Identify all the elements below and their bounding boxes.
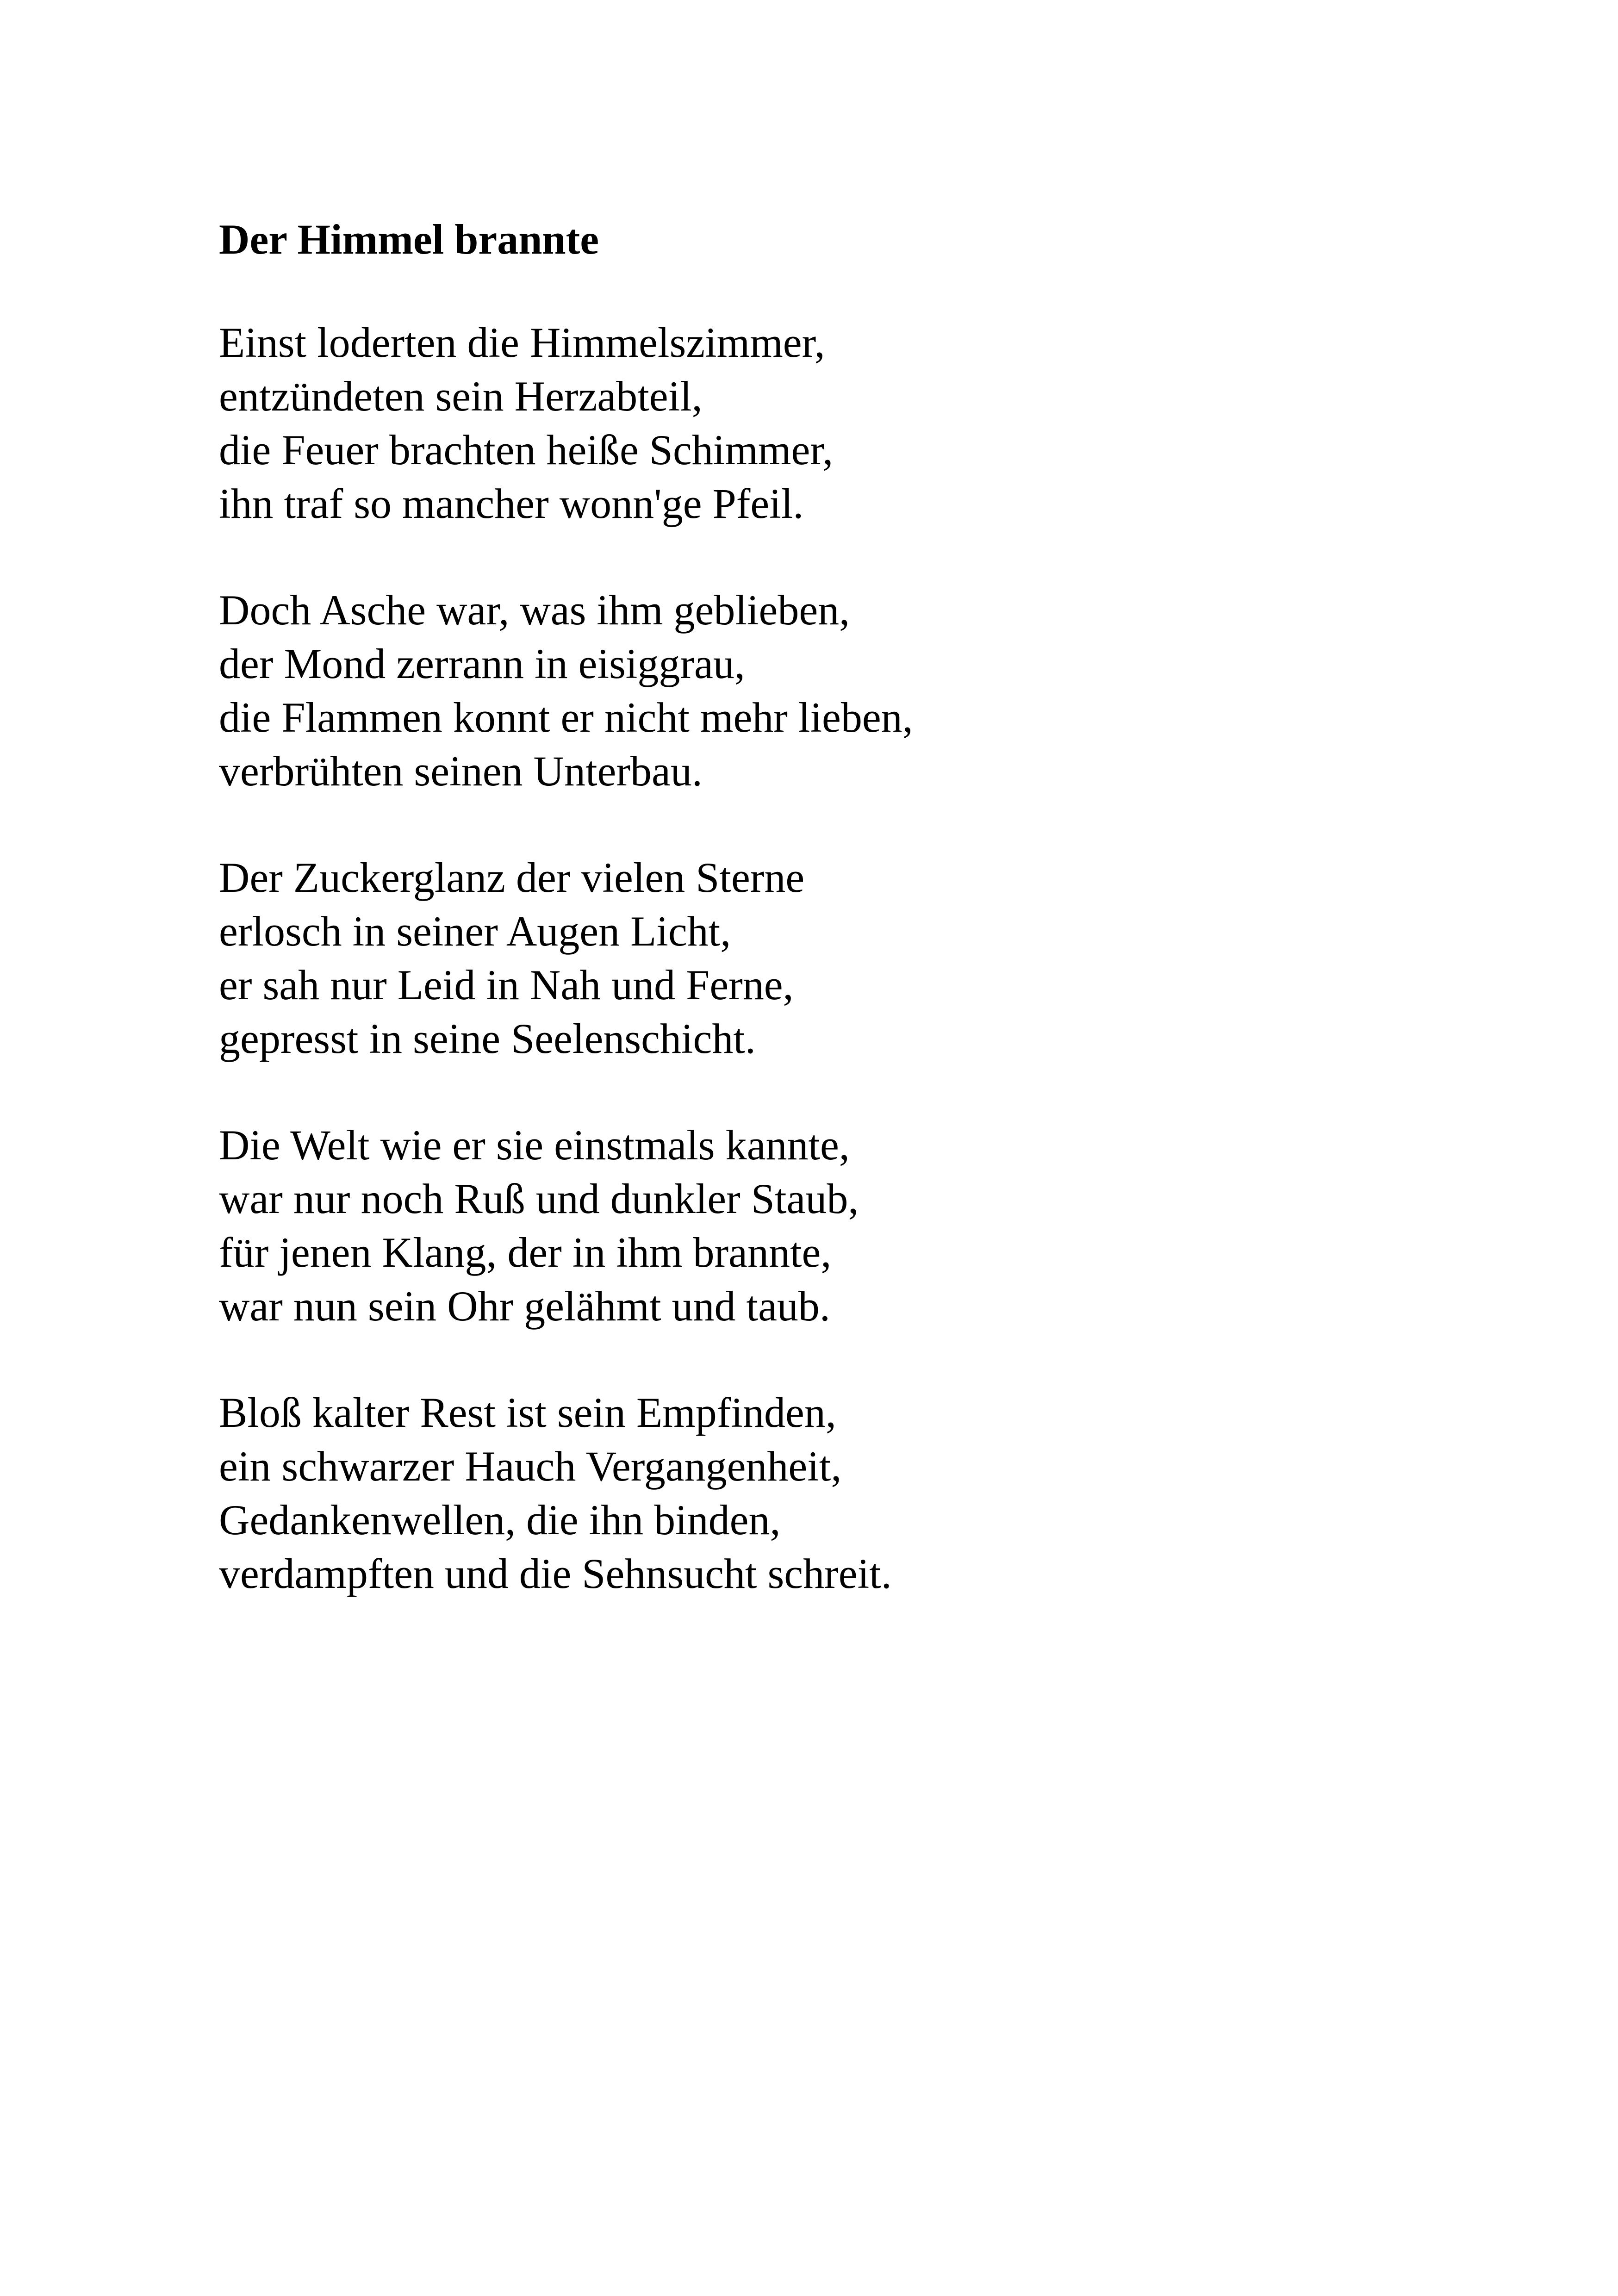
poem-line: entzündeten sein Herzabteil, <box>219 373 703 420</box>
poem-body <box>219 316 1469 1600</box>
poem-line: ein schwarzer Hauch Vergangenheit, <box>219 1443 842 1490</box>
poem-line: erlosch in seiner Augen Licht, <box>219 908 731 955</box>
poem-line: war nun sein Ohr gelähmt und taub. <box>219 1282 830 1330</box>
poem-line: er sah nur Leid in Nah und Ferne, <box>219 961 794 1008</box>
poem-content <box>219 214 1469 1653</box>
stanza-5 <box>219 1386 1469 1600</box>
poem-line: für jenen Klang, der in ihm brannte, <box>219 1229 832 1276</box>
poem-line: die Feuer brachten heiße Schimmer, <box>219 426 834 473</box>
poem-title: Der Himmel brannte <box>219 216 599 263</box>
poem-line: gepresst in seine Seelenschicht. <box>219 1015 756 1062</box>
poem-line: verbrühten seinen Unterbau. <box>219 747 703 795</box>
poem-line: die Flammen konnt er nicht mehr lieben, <box>219 694 913 741</box>
poem-line: Die Welt wie er sie einstmals kannte, <box>219 1121 850 1169</box>
poem-line: war nur noch Ruß und dunkler Staub, <box>219 1175 859 1222</box>
poem-line: der Mond zerrann in eisiggrau, <box>219 640 745 687</box>
stanza-1 <box>219 316 1469 530</box>
poem-line: Der Zuckerglanz der vielen Sterne <box>219 854 805 901</box>
poem-line: Gedankenwellen, die ihn binden, <box>219 1496 781 1543</box>
poem-line: ihn traf so mancher wonn'ge Pfeil. <box>219 480 804 527</box>
poem-line: verdampften und die Sehnsucht schreit. <box>219 1550 892 1597</box>
poem-line: Einst loderten die Himmelszimmer, <box>219 319 825 366</box>
poem-line: Bloß kalter Rest ist sein Empfinden, <box>219 1389 836 1436</box>
stanza-4 <box>219 1118 1469 1333</box>
stanza-2 <box>219 583 1469 798</box>
poem-line: Doch Asche war, was ihm geblieben, <box>219 586 850 634</box>
stanza-3 <box>219 851 1469 1065</box>
